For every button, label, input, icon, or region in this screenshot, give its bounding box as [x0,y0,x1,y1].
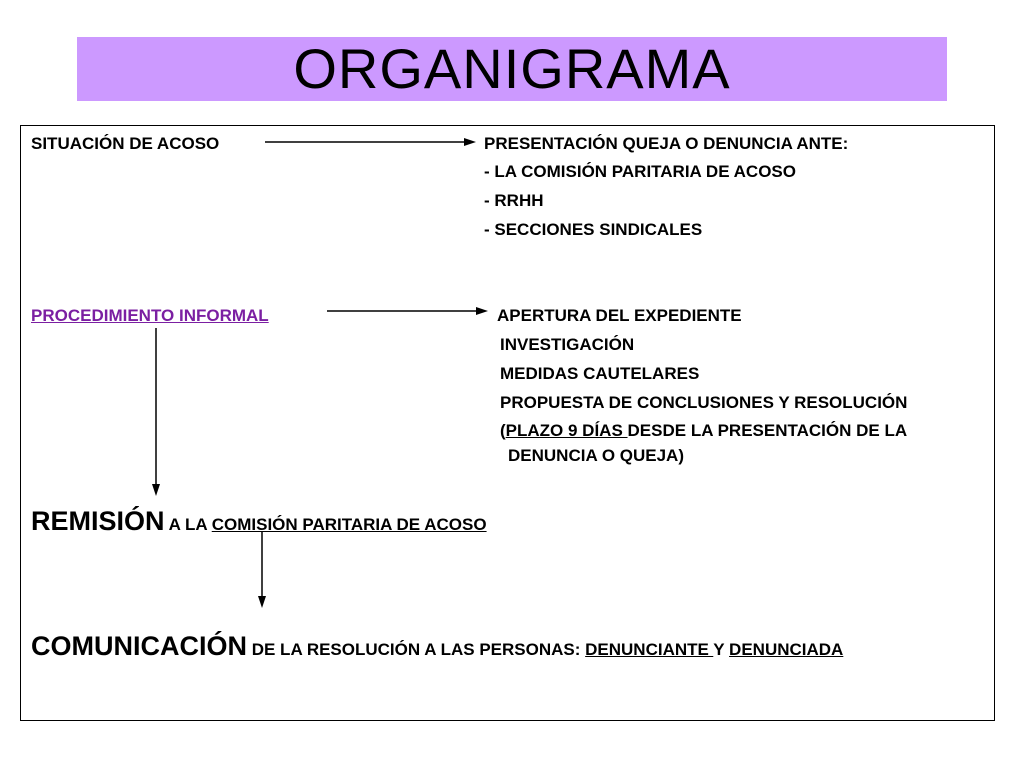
comunicacion-middle: DE LA RESOLUCIÓN A LAS PERSONAS: [247,640,586,659]
deadline-close-paren: ) [678,446,685,465]
title-banner [77,37,947,101]
remision-prefix: A LA [164,515,212,534]
party-conjunction: Y [713,640,730,659]
party-denunciada: DENUNCIADA [729,640,844,659]
remision-target: COMISIÓN PARITARIA DE ACOSO [211,515,487,534]
deadline-line2 [508,446,684,466]
remision-word: REMISIÓN [31,506,165,536]
comunicacion-word: COMUNICACIÓN [31,631,247,661]
deadline-plazo: PLAZO 9 DÍAS [505,421,628,440]
presentacion-heading: PRESENTACIÓN QUEJA O DENUNCIA ANTE: [484,134,849,153]
deadline-line1 [500,421,907,441]
remision-line [31,505,487,537]
party-denunciante: DENUNCIANTE [585,640,714,659]
presentacion-item-3: - SECCIONES SINDICALES [484,220,703,239]
step-apertura: APERTURA DEL EXPEDIENTE [497,306,742,325]
deadline-open-paren: ( [500,421,506,440]
deadline-denuncia: DENUNCIA O QUEJA [508,446,679,465]
presentacion-item-2: - RRHH [484,191,544,210]
deadline-rest: DESDE LA PRESENTACIÓN DE LA [627,421,908,440]
presentacion-item-1: - LA COMISIÓN PARITARIA DE ACOSO [484,162,796,181]
procedimiento-informal-link[interactable]: PROCEDIMIENTO INFORMAL [31,306,269,325]
step-medidas: MEDIDAS CAUTELARES [500,364,700,383]
page-title: ORGANIGRAMA [293,37,731,100]
step-propuesta: PROPUESTA DE CONCLUSIONES Y RESOLUCIÓN [500,393,908,412]
step-investigacion: INVESTIGACIÓN [500,335,635,354]
comunicacion-line [31,630,843,662]
situacion-acoso-label: SITUACIÓN DE ACOSO [31,134,220,153]
